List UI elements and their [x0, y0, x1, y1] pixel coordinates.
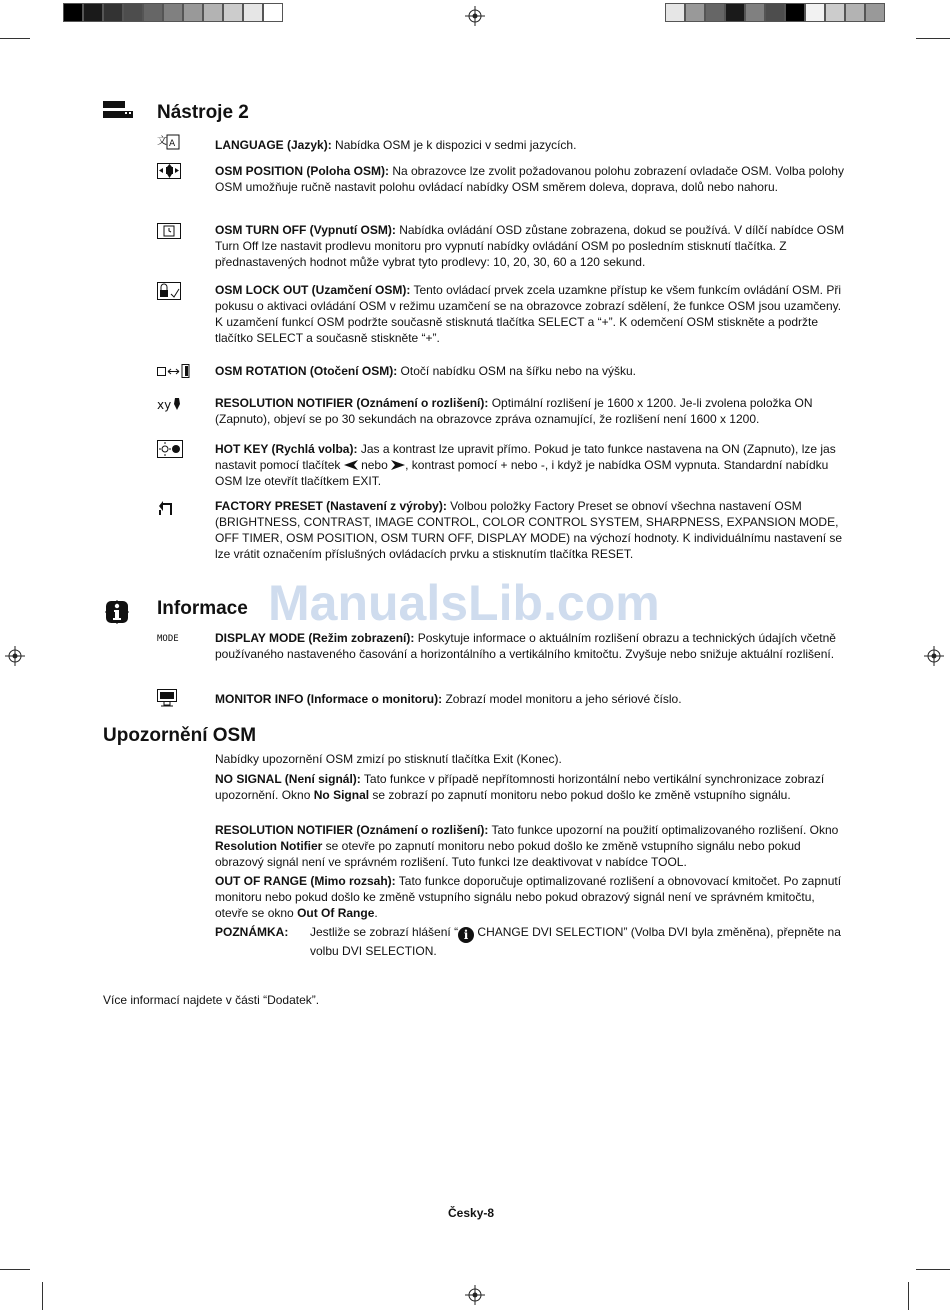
language-icon: [157, 134, 181, 152]
entry-label: RESOLUTION NOTIFIER (Oznámení o rozlišení):: [215, 823, 489, 837]
display-mode-icon: [157, 631, 183, 643]
section-title-tools: Nástroje 2: [157, 102, 249, 123]
resolution-notifier-entry: [215, 395, 847, 427]
entry-text: Tato funkce doporučuje optimalizované rozlišení a obnovovací kmitočet. Po zapnutí monitoru nebo pokud došlo ke změně vstupního signálu nebo pokud obrazový signál není ve správném kmitočtu, otevře se okno: [215, 874, 842, 920]
watermark: ManualsLib.com: [268, 575, 660, 631]
crop-mark: [908, 1282, 909, 1310]
alerts-intro: Nabídky upozornění OSM zmizí po stisknutí tlačítka Exit (Konec).: [215, 752, 562, 766]
entry-text: Nabídka ovládání OSD zůstane zobrazena, dokud se používá. V dílčí nabídce OSM Turn Off lze nastavit prodlevu monitoru pro vypnutí nabídky ovládání OSM po posledním stisknutí tlačítka. Z přednastavených hodnot může vybrat tyto prodlevy: 10, 20, 30, 60 a 120 sekund.: [215, 223, 845, 269]
hotkey-icon: [157, 440, 183, 458]
section-title-info: Informace: [157, 598, 248, 619]
color-swatch: [163, 3, 183, 22]
out-of-range-paragraph: [215, 873, 847, 921]
left-arrow-icon: [344, 460, 358, 470]
tools-icon: [103, 101, 133, 121]
entry-label: OSM ROTATION (Otočení OSM):: [215, 364, 398, 378]
entry-text: .: [374, 906, 378, 920]
color-swatch: [785, 3, 805, 22]
no-signal-paragraph: [215, 771, 847, 803]
color-swatch: [725, 3, 745, 22]
color-swatch: [685, 3, 705, 22]
entry-label: RESOLUTION NOTIFIER (Oznámení o rozlišení):: [215, 396, 489, 410]
color-swatch: [143, 3, 163, 22]
entry-text: Optimální rozlišení je 1600 x 1200. Je-li zvolena položka ON (Zapnuto), objeví se po 30 sekundách na obrazovce zpráva oznamující, že rozlišení není 1600 x 1200.: [215, 396, 813, 426]
entry-text: Tato funkce upozorní na použití optimalizovaného rozlišení. Okno: [488, 823, 839, 837]
entry-text: se otevře po zapnutí monitoru nebo pokud došlo ke změně vstupního signálu nebo pokud obrazový signál není ve správném rozlišení. Tuto funkci lze deaktivovat v nabídce TOOL.: [215, 839, 801, 869]
info-icon: i: [458, 927, 474, 943]
registration-mark-right: [924, 646, 944, 666]
svg-text:xy: xy: [157, 398, 172, 412]
entry-label: OSM POSITION (Poloha OSM):: [215, 164, 389, 178]
window-name: Resolution Notifier: [215, 839, 323, 853]
display-mode-entry: [215, 630, 847, 662]
color-swatch: [705, 3, 725, 22]
entry-label: HOT KEY (Rychlá volba):: [215, 442, 358, 456]
color-swatch: [83, 3, 103, 22]
entry-label: OSM TURN OFF (Vypnutí OSM):: [215, 223, 396, 237]
color-swatch: [865, 3, 885, 22]
entry-text: Tato funkce v případě nepřítomnosti horizontální nebo vertikální synchronizace zobrazí upozornění. Okno: [215, 772, 825, 802]
osm-position-icon: [157, 163, 181, 179]
rotation-icon: [157, 364, 191, 378]
color-swatch: [665, 3, 685, 22]
osm-rotation-entry: [215, 363, 847, 379]
entry-text: , kontrast pomocí + nebo -, i když je nabídka OSM vypnuta. Standardní nabídku OSM lze otevřít tlačítkem EXIT.: [215, 458, 829, 488]
footer-note: Více informací najdete v části “Dodatek”.: [103, 993, 320, 1007]
entry-text: Jestliže se zobrazí hlášení “: [310, 925, 459, 939]
color-swatch: [745, 3, 765, 22]
color-swatch: [123, 3, 143, 22]
crop-mark: [916, 38, 950, 39]
entry-text: se zobrazí po zapnutí monitoru nebo pokud došlo ke změně vstupního signálu.: [369, 788, 791, 802]
resolution-notifier-icon: [157, 396, 183, 412]
crop-mark: [0, 1269, 30, 1270]
color-swatch: [63, 3, 83, 22]
window-name: No Signal: [313, 788, 370, 802]
osm-lock-out-entry: [215, 282, 847, 346]
osm-position-entry: [215, 163, 847, 195]
entry-text: nebo: [357, 458, 392, 472]
entry-label: OSM LOCK OUT (Uzamčení OSM):: [215, 283, 411, 297]
registration-mark-left: [5, 646, 25, 666]
entry-text: CHANGE DVI SELECTION” (Volba DVI byla změněna), přepněte na volbu DVI SELECTION.: [310, 925, 841, 958]
entry-label: FACTORY PRESET (Nastavení z výroby):: [215, 499, 447, 513]
entry-label: LANGUAGE (Jazyk):: [215, 138, 332, 152]
entry-text: Otočí nabídku OSM na šířku nebo na výšku.: [397, 364, 637, 378]
entry-text: Na obrazovce lze zvolit požadovanou polohu zobrazení ovladače OSM. Volba polohy OSM umožňuje ručně nastavit polohu ovládací nabídky OSM směrem doleva, doprava, dolů nebo nahoru.: [215, 164, 844, 194]
color-swatch: [805, 3, 825, 22]
monitor-info-entry: [215, 691, 847, 707]
language-entry: [215, 137, 847, 153]
entry-label: OUT OF RANGE (Mimo rozsah):: [215, 874, 396, 888]
info-icon: [104, 599, 130, 625]
entry-label: DISPLAY MODE (Režim zobrazení):: [215, 631, 415, 645]
color-swatch: [825, 3, 845, 22]
crop-mark: [42, 1282, 43, 1310]
note-text: [310, 924, 850, 959]
svg-text:A: A: [169, 139, 176, 149]
color-swatch: [243, 3, 263, 22]
lock-icon: [157, 282, 181, 300]
page-number: Česky-8: [448, 1206, 495, 1220]
color-swatch: [203, 3, 223, 22]
factory-preset-icon: [157, 500, 177, 518]
registration-mark-bottom: [465, 1285, 485, 1305]
factory-preset-entry: [215, 498, 847, 562]
entry-text: Jas a kontrast lze upravit přímo. Pokud je tato funkce nastavena na ON (Zapnuto), lze jas nastavit pomocí tlačítek: [215, 442, 836, 472]
resolution-notifier-paragraph: [215, 822, 847, 870]
color-swatch: [263, 3, 283, 22]
entry-text: Nabídka OSM je k dispozici v sedmi jazycích.: [331, 138, 577, 152]
window-name: Out Of Range: [297, 906, 375, 920]
registration-mark-top: [465, 6, 485, 26]
entry-label: MONITOR INFO (Informace o monitoru):: [215, 692, 443, 706]
crop-mark: [916, 1269, 950, 1270]
color-swatch: [103, 3, 123, 22]
display-mode-icon-label: MODE: [157, 634, 179, 643]
color-swatch: [183, 3, 203, 22]
entry-text: Zobrazí model monitoru a jeho sériové číslo.: [442, 692, 682, 706]
right-arrow-icon: [391, 460, 405, 470]
osm-turn-off-entry: [215, 222, 847, 270]
color-swatch: [845, 3, 865, 22]
entry-label: NO SIGNAL (Není signál):: [215, 772, 361, 786]
note-label: POZNÁMKA:: [215, 925, 289, 939]
color-swatch: [223, 3, 243, 22]
osm-turn-off-icon: [157, 223, 181, 239]
monitor-info-icon: [157, 689, 177, 707]
entry-text: Poskytuje informace o aktuálním rozlišení obrazu a technických údajích včetně používaného nastaveného časování a horizontálního a vertikálního kmitočtu. Zvyšuje nebo snižuje aktuální rozlišení.: [215, 631, 836, 661]
crop-mark: [0, 38, 30, 39]
color-swatch: [765, 3, 785, 22]
entry-text: Tento ovládací prvek zcela uzamkne přístup ke všem funkcím ovládání OSM. Při pokusu o aktivaci ovládání OSM v režimu uzamčení se na obrazovce zobrazí sdělení, že funkce OSM jsou uzamčeny. K uzamčení funkcí OSM podržte současně stisknutá tlačítka SELECT a “+”. K odemčení OSM stiskněte a podržte tlačítko SELECT a současně stiskněte “+”.: [215, 283, 842, 345]
entry-text: Volbou položky Factory Preset se obnoví všechna nastavení OSM (BRIGHTNESS, CONTRAST, IMAGE CONTROL, COLOR CONTROL SYSTEM, SHARPNESS, EXPANSION MODE, OFF TIMER, OSM POSITION, OSM TURN OFF, DISPLAY MODE) na výchozí hodnoty. K individuálnímu nastavení se lze vrátit označením příslušných ovládacích prvku a stisknutím tlačítka RESET.: [215, 499, 843, 561]
hotkey-entry: [215, 441, 847, 489]
svg-text:文: 文: [157, 136, 167, 147]
section-title-alerts: Upozornění OSM: [103, 725, 257, 746]
